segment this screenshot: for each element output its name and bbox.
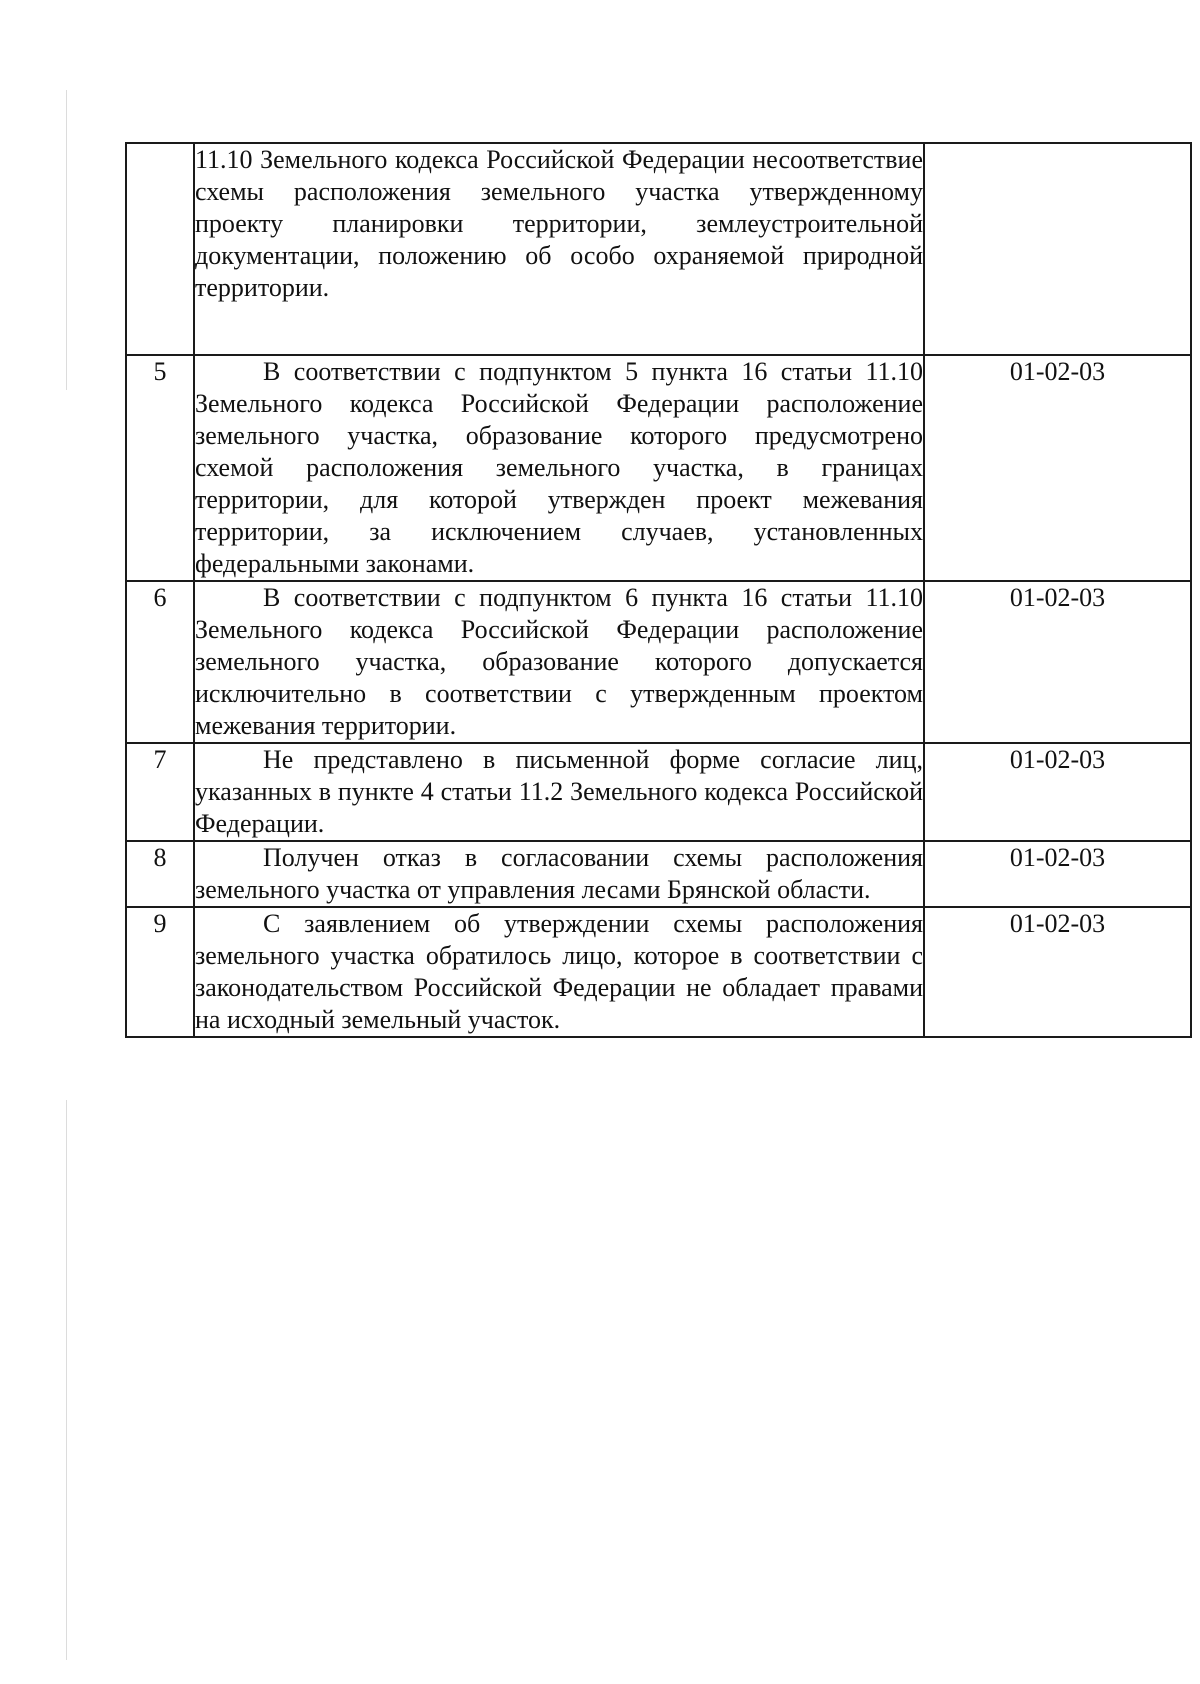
row-number: 9 (126, 907, 194, 1037)
row-text: Не представлено в письменной форме согласие лиц, указанных в пункте 4 статьи 11.2 Земельного кодекса Российской Федерации. (194, 743, 924, 841)
row-number: 5 (126, 355, 194, 581)
refusal-grounds-table (125, 142, 1192, 1038)
row-text: В соответствии с подпунктом 5 пункта 16 статьи 11.10 Земельного кодекса Российской Федерации расположение земельного участка, образование которого предусмотрено схемой расположения земельного участка, в границах территории, для которой утвержден проект межевания территории, за исключением случаев, установленных федеральными законами. (194, 355, 924, 581)
table-row (126, 143, 1191, 355)
table-row (126, 743, 1191, 841)
row-number: 8 (126, 841, 194, 907)
table-row (126, 355, 1191, 581)
row-code: 01-02-03 (924, 841, 1191, 907)
table-row (126, 581, 1191, 743)
row-text: Получен отказ в согласовании схемы расположения земельного участка от управления лесами Брянской области. (194, 841, 924, 907)
row-code (924, 143, 1191, 355)
row-number (126, 143, 194, 355)
table-row (126, 841, 1191, 907)
row-code: 01-02-03 (924, 355, 1191, 581)
scan-artifact-line (66, 1100, 67, 1660)
row-text: 11.10 Земельного кодекса Российской Федерации несоответствие схемы расположения земельного участка утвержденному проекту планировки территории, землеустроительной документации, положению об особо охраняемой природной территории. (194, 143, 924, 355)
scan-artifact-line (66, 90, 67, 390)
row-code: 01-02-03 (924, 743, 1191, 841)
row-text: В соответствии с подпунктом 6 пункта 16 статьи 11.10 Земельного кодекса Российской Федерации расположение земельного участка, образование которого допускается исключительно в соответствии с утвержденным проектом межевания территории. (194, 581, 924, 743)
row-number: 7 (126, 743, 194, 841)
row-number: 6 (126, 581, 194, 743)
row-code: 01-02-03 (924, 581, 1191, 743)
row-text: С заявлением об утверждении схемы расположения земельного участка обратилось лицо, которое в соответствии с законодательством Российской Федерации не обладает правами на исходный земельный участок. (194, 907, 924, 1037)
row-code: 01-02-03 (924, 907, 1191, 1037)
table-row (126, 907, 1191, 1037)
